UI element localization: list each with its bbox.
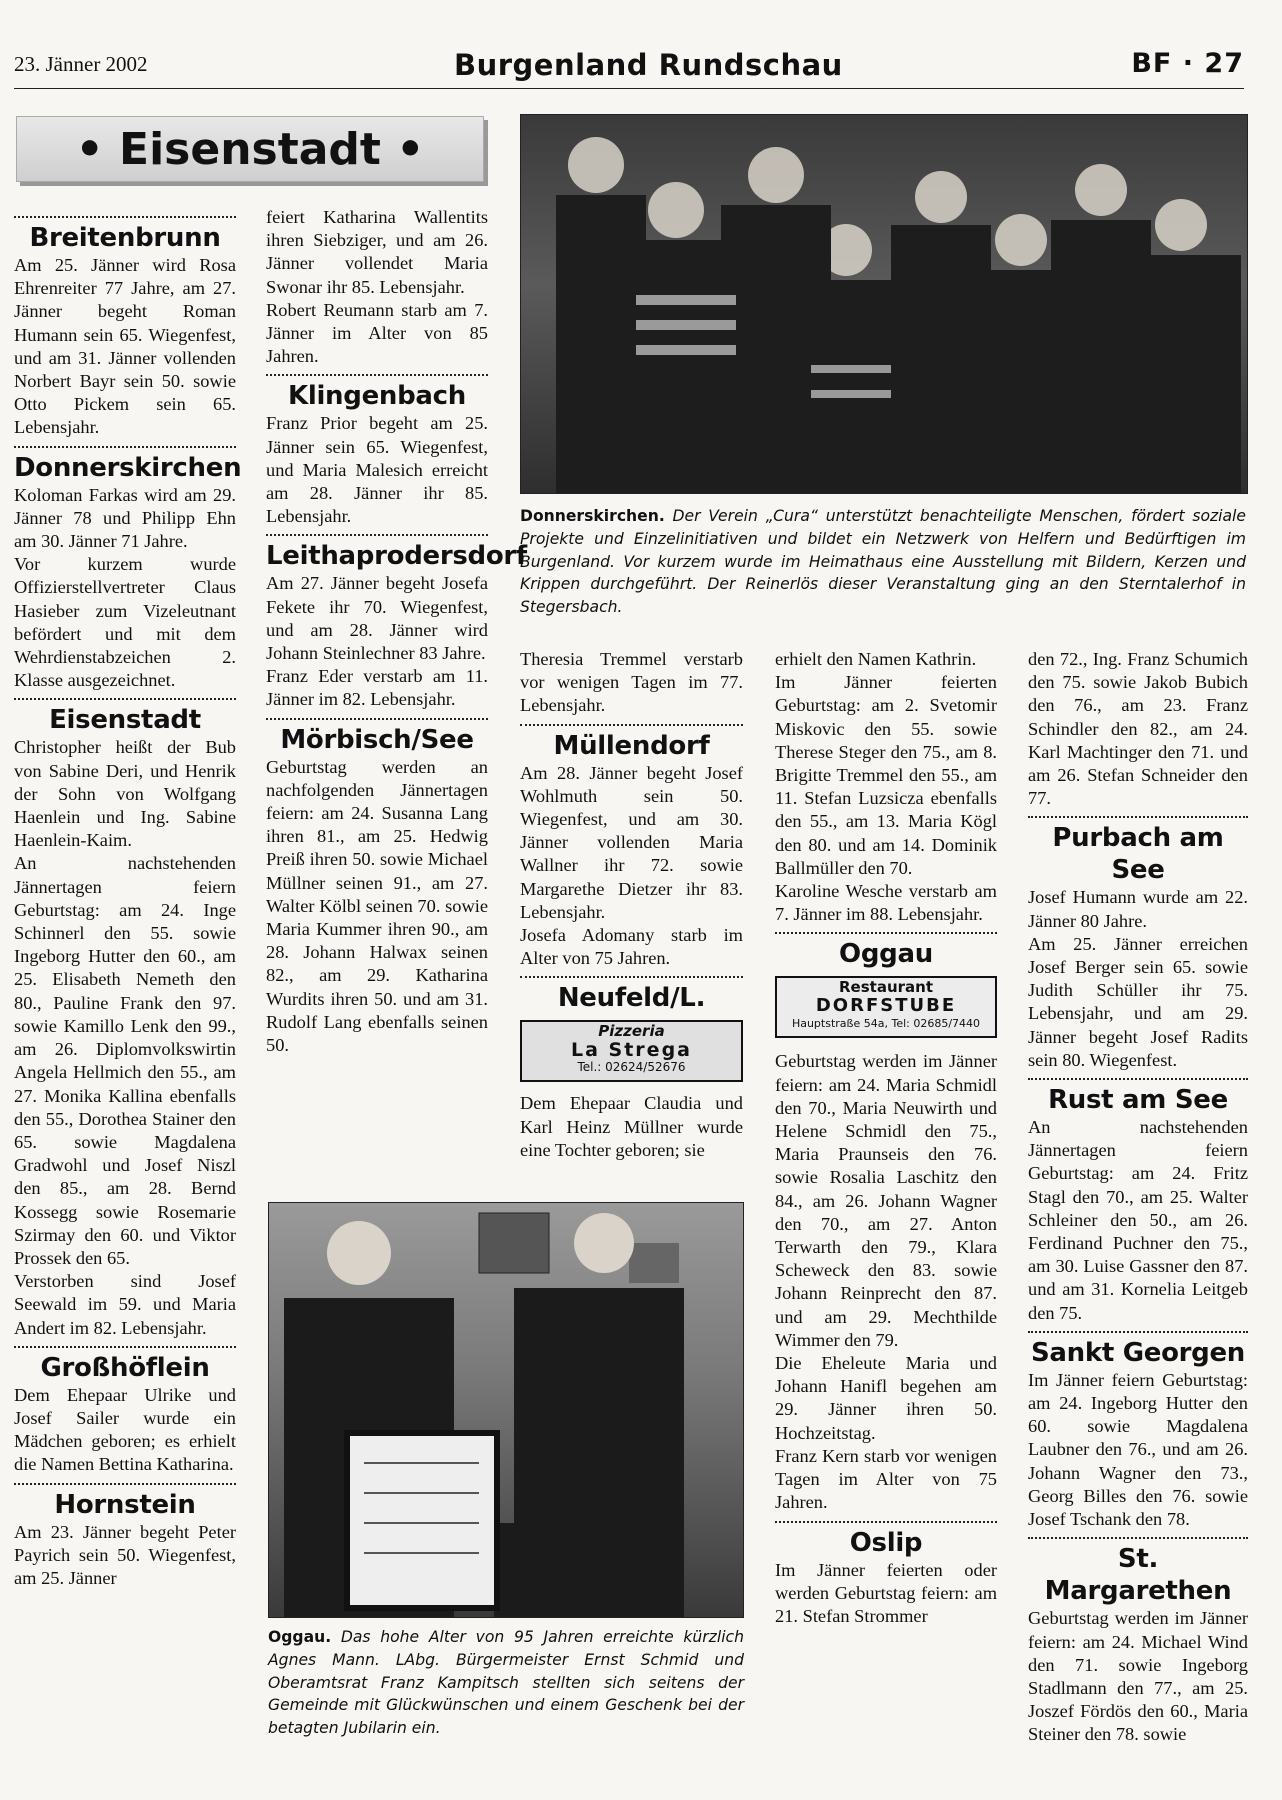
article-text: An nachstehenden Jännertagen feiern Geburtstag: am 24. Inge Schinnerl den 55. sowie Ingeborg Hutter den 60., am 25. Elisabeth Nemeth den 80., Pauline Frank den 97. sowie Kamillo Lenk den 99., am 26. Diplomvolkswirtin Angela Hellmich den 55., am 27. Monika Kallina ebenfalls den 55., Dorothea Stainer den 65. sowie Magdalena Gradwohl und Josef Niszl den 85., am 28. Bernd Kossegg sowie Rosemarie Szirmay den 60. und Viktor Prossek den 65. xyxy=(14,853,236,1268)
article-text: Am 27. Jänner begeht Josefa Fekete ihr 70. Wiegenfest, und am 28. Jänner wird Johann Steinlechner 83 Jahre. xyxy=(266,573,488,664)
article-text: Robert Reumann starb am 7. Jänner im Alter von 85 Jahren. xyxy=(266,299,488,367)
pizzeria-ad xyxy=(520,1020,743,1082)
town-heading: Purbach am See xyxy=(1052,823,1224,886)
article-text: Im Jänner feiern Geburtstag: am 24. Ingeborg Hutter den 60. sowie Magdalena Laubner den 76., und am 26. Johann Wagner den 73., Georg Billes den 76. sowie Josef Tschank den 78. xyxy=(1028,1369,1248,1530)
section-banner: • Eisenstadt • xyxy=(16,116,484,182)
article-text: Im Jänner feierten Geburtstag: am 2. Svetomir Miskovic den 55. sowie Therese Steger den 75., am 8. Brigitte Tremmel den 55., am 11. Stefan Luzsicza ebenfalls den 55., am 13. Maria Kögl den 80. und am 14. Dominik Ballmüller den 70. xyxy=(775,672,997,878)
dotted-separator xyxy=(1028,1331,1248,1333)
column-3 xyxy=(520,648,743,1162)
town-heading: St. Margarethen xyxy=(1044,1544,1232,1607)
article-text: den 72., Ing. Franz Schumich den 75. sowie Jakob Bubich den 76., am 23. Franz Schindler den 82., am 24. Karl Machtinger den 71. und am 26. Stefan Schneider den 77. xyxy=(1028,649,1248,809)
article-text: Dem Ehepaar Claudia und Karl Heinz Müllner wurde eine Tochter geboren; sie xyxy=(520,1093,743,1160)
dotted-separator xyxy=(266,718,488,720)
dotted-separator xyxy=(520,976,743,978)
ad-line: Hauptstraße 54a, Tel: 02685/7440 xyxy=(791,1017,981,1031)
town-heading: Hornstein xyxy=(54,1489,196,1520)
dotted-separator xyxy=(1028,1537,1248,1539)
caption-text: Das hohe Alter von 95 Jahren erreichte kürzlich Agnes Mann. LAbg. Bürgermeister Ernst Schmid und Oberamtsrat Franz Kampitsch stellten sich seitens der Gemeinde mit Glückwünschen und einem Geschenk bei der betagten Jubilarin ein. xyxy=(268,1628,744,1738)
town-heading: Oggau xyxy=(839,939,933,970)
article-text: Am 25. Jänner erreichen Josef Berger sein 65. sowie Judith Schüller ihr 75. Lebensjahr, und am 29. Jänner begeht Josef Radits sein 80. Wiegenfest. xyxy=(1028,933,1248,1070)
town-heading: Rust am See xyxy=(1048,1085,1228,1116)
article-text: Geburtstag werden an nachfolgenden Jännertagen feiern: am 24. Susanna Lang ihren 81., am 25. Hedwig Preiß ihren 50. sowie Michael Müllner seinen 91., am 27. Walter Kölbl seinen 70. sowie Maria Kummer ihren 90., am 28. Johann Halwax seinen 82., am 29. Katharina Wurdits ihren 50. und am 31. Rudolf Lang ebenfalls seinen 50. xyxy=(266,756,488,1056)
article-text: Franz Eder verstarb am 11. Jänner im 82. Lebensjahr. xyxy=(266,666,488,710)
people-illustration xyxy=(521,115,1247,493)
photo-caption xyxy=(268,1626,744,1740)
ad-line: Tel.: 02624/52676 xyxy=(577,1060,686,1075)
dotted-separator xyxy=(14,446,236,448)
group-photo xyxy=(520,114,1248,494)
town-heading: Sankt Georgen xyxy=(1030,1337,1246,1368)
town-heading: Großhöflein xyxy=(40,1352,210,1383)
article-text: Franz Kern starb vor wenigen Tagen im Alter von 75 Jahren. xyxy=(775,1445,997,1513)
town-heading: Oslip xyxy=(849,1527,923,1558)
page-header xyxy=(14,44,1244,89)
town-heading: Donnerskirchen xyxy=(14,452,242,483)
column-2 xyxy=(266,206,527,1057)
article-text: Josefa Adomany starb im Alter von 75 Jahren. xyxy=(520,925,743,969)
dotted-separator xyxy=(14,698,236,700)
article-text: An nachstehenden Jännertagen feiern Geburtstag: am 24. Fritz Stagl den 70., am 25. Walter Schleiner den 50., am 26. Ferdinand Puchner den 75., am 30. Luise Gassner den 87. und am 31. Kornelia Leitgeb den 75. xyxy=(1028,1117,1248,1323)
dotted-separator xyxy=(14,216,236,218)
town-heading: Breitenbrunn xyxy=(29,223,221,253)
town-heading: Klingenbach xyxy=(287,381,466,412)
photo-caption xyxy=(520,505,1246,619)
article-text: Theresia Tremmel verstarb vor wenigen Tagen im 77. Lebensjahr. xyxy=(520,649,743,716)
caption-place: Donnerskirchen. xyxy=(520,507,665,525)
caption-text: Der Verein „Cura“ unterstützt benachteiligte Menschen, fördert soziale Projekte und Einzelinitiativen und bildet ein Netzwerk von Helfern und Bedürftigen im Burgenland. Vor kurzem wurde im Heimathaus eine Ausstellung mit Bildern, Kerzen und Krippen durchgeführt. Der Reinerlös dieser Veranstaltung ging an den Sterntalerhof in Stegersbach. xyxy=(520,507,1246,617)
newspaper-title: Burgenland Rundschau xyxy=(454,48,843,82)
article-text: Dem Ehepaar Ulrike und Josef Sailer wurde ein Mädchen geboren; es erhielt die Namen Bettina Katharina. xyxy=(14,1384,236,1475)
ad-line: DORFSTUBE xyxy=(815,995,957,1017)
article-text: Geburtstag werden im Jänner feiern: am 24. Michael Wind den 71. sowie Ingeborg Stadlmann den 77., am 25. Joszef Fördös den 60., Maria Steiner den 78. sowie xyxy=(1028,1608,1248,1745)
article-text: erhielt den Namen Kathrin. xyxy=(775,649,977,669)
town-heading: Eisenstadt xyxy=(49,705,201,736)
issue-date: 23. Jänner 2002 xyxy=(14,52,148,76)
town-heading: Leithaprodersdorf xyxy=(266,541,527,572)
article-text: feiert Katharina Wallentits ihren Siebziger, und am 26. Jänner vollendet Maria Swonar ihr 85. Lebensjahr. xyxy=(266,207,488,297)
town-heading: Mörbisch/See xyxy=(280,724,474,755)
dotted-separator xyxy=(14,1483,236,1485)
ad-line: Pizzeria xyxy=(598,1022,665,1041)
article-text: Karoline Wesche verstarb am 7. Jänner im 88. Lebensjahr. xyxy=(775,881,997,925)
article-text: Vor kurzem wurde Offizierstellvertreter Claus Hasieber zum Vizeleutnant befördert und mit dem Wehrdienstabzeichen 2. Klasse ausgezeichnet. xyxy=(14,554,236,691)
caption-place: Oggau. xyxy=(268,1628,332,1646)
dotted-separator xyxy=(1028,816,1248,818)
article-text: Verstorben sind Josef Seewald im 59. und Maria Andert im 82. Lebensjahr. xyxy=(14,1271,236,1338)
article-text: Geburtstag werden im Jänner feiern: am 24. Maria Schmidl den 70., Maria Neuwirth und Helene Schmidl den 75., Maria Praunseis den 76. sowie Rosalia Laschitz den 84., am 26. Johann Wagner den 70., am 27. Anton Terwarth den 79., Klara Scheweck den 83. sowie Johann Reinprecht den 87. und am 29. Mechthilde Wimmer den 79. xyxy=(775,1051,997,1350)
dotted-separator xyxy=(266,534,488,536)
article-text: Franz Prior begeht am 25. Jänner sein 65. Wiegenfest, und Maria Malesich erreicht am 28. Jänner ihr 85. Lebensjahr. xyxy=(266,413,488,527)
dotted-separator xyxy=(14,1346,236,1348)
dotted-separator xyxy=(266,374,488,376)
dotted-separator xyxy=(775,1521,997,1523)
article-text: Am 23. Jänner begeht Peter Payrich sein 50. Wiegenfest, am 25. Jänner xyxy=(14,1521,236,1588)
ad-line: La Strega xyxy=(571,1039,692,1062)
dotted-separator xyxy=(1028,1078,1248,1080)
column-4 xyxy=(775,648,997,1628)
ad-line: Restaurant xyxy=(839,978,933,997)
article-text: Die Eheleute Maria und Johann Hanifl begehen am 29. Jänner ihren 50. Hochzeitstag. xyxy=(775,1353,997,1443)
article-text: Josef Humann wurde am 22. Jänner 80 Jahre. xyxy=(1028,887,1248,931)
restaurant-ad xyxy=(775,976,997,1038)
ceremony-illustration xyxy=(269,1203,743,1617)
article-text: Am 28. Jänner begeht Josef Wohlmuth sein 50. Wiegenfest, und am 30. Jänner vollenden Maria Wallner ihr 72. sowie Margarethe Dietzer ihr 83. Lebensjahr. xyxy=(520,762,743,922)
page-number: BF · 27 xyxy=(1131,48,1244,79)
town-heading: Müllendorf xyxy=(553,730,710,761)
column-5 xyxy=(1028,648,1248,1747)
town-heading: Neufeld/L. xyxy=(557,983,706,1014)
article-text: Im Jänner feierten oder werden Geburtstag feiern: am 21. Stefan Strommer xyxy=(775,1559,997,1626)
dotted-separator xyxy=(520,724,743,726)
dotted-separator xyxy=(775,932,997,934)
article-text: Am 25. Jänner wird Rosa Ehrenreiter 77 Jahre, am 27. Jänner begeht Roman Humann sein 65. Wiegenfest, und am 31. Jänner vollenden Norbert Bayr sein 50. sowie Otto Pickem sein 65. Lebensjahr. xyxy=(14,255,236,438)
column-1 xyxy=(14,210,242,1590)
article-text: Koloman Farkas wird am 29. Jänner 78 und Philipp Ehn am 30. Jänner 71 Jahre. xyxy=(14,484,236,552)
article-text: Christopher heißt der Bub von Sabine Deri, und Henrik der Sohn von Wolfgang Haenlein und Ing. Sabine Haenlein-Kaim. xyxy=(14,737,236,851)
ceremony-photo xyxy=(268,1202,744,1618)
